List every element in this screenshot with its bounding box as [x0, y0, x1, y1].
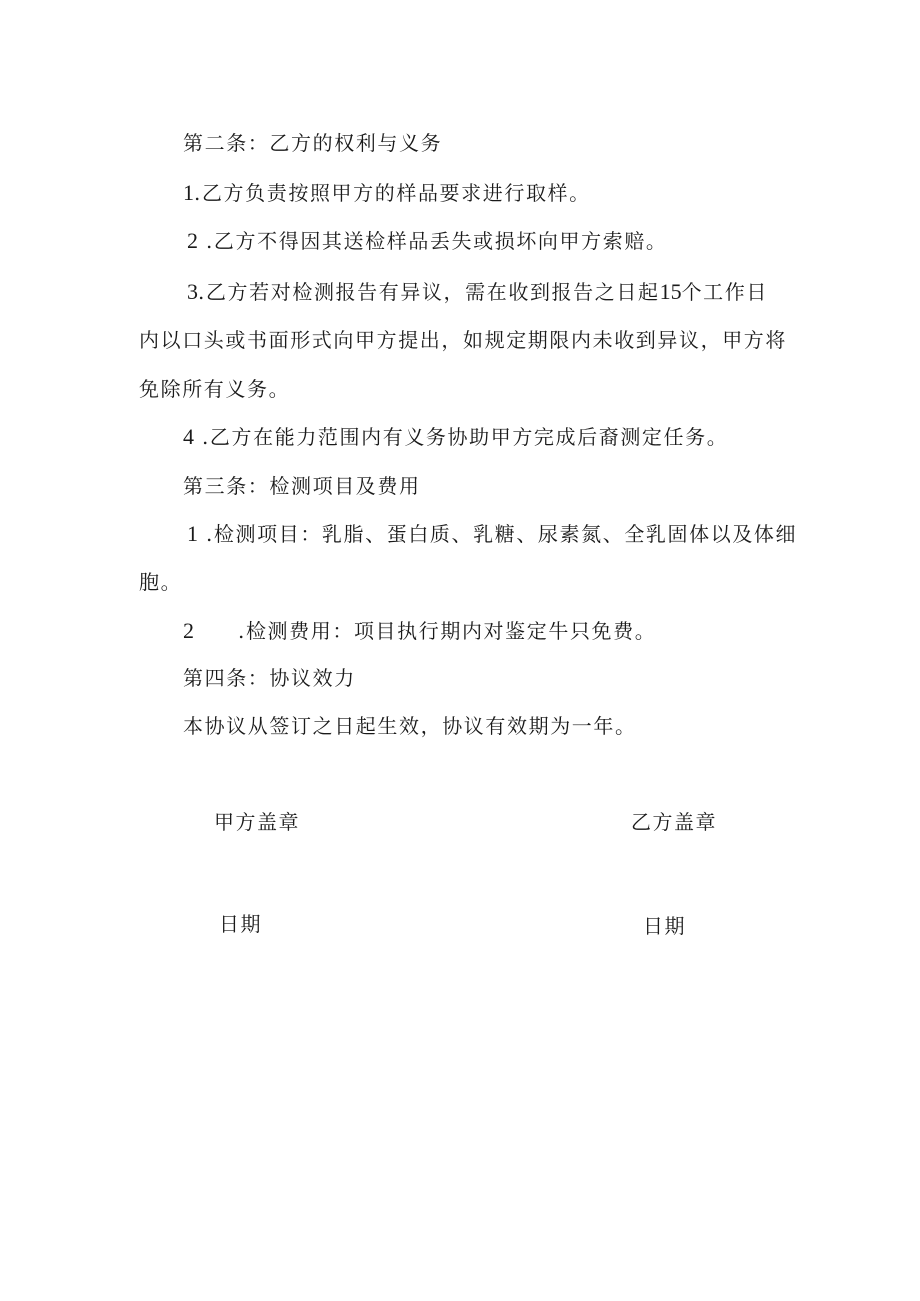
article3-item1-line2: 胞。 [139, 570, 183, 594]
item-text: 个工作日 [681, 280, 768, 304]
item-text: .乙方不得因其送检样品丢失或损坏向甲方索赔。 [205, 229, 668, 253]
article2-item3-line2: 内以口头或书面形式向甲方提出，如规定期限内未收到异议，甲方将 [139, 328, 787, 352]
article2-item3-line3: 免除所有义务。 [139, 377, 291, 401]
item-number: 2 [187, 228, 198, 253]
article2-item4 [183, 425, 728, 449]
article3-item2 [183, 619, 656, 643]
party-b-seal-label: 乙方盖章 [631, 810, 717, 834]
item-text: .乙方若对检测报告有异议，需在收到报告之日起 [198, 280, 660, 304]
article3-heading: 第三条：检测项目及费用 [183, 474, 421, 498]
article2-item1 [183, 181, 591, 205]
item-text: .乙方负责按照甲方的样品要求进行取样。 [194, 181, 591, 205]
article2-item2 [187, 229, 668, 253]
article2-item3-line1 [187, 280, 768, 304]
item-number: 4 [183, 424, 194, 449]
item-text: .乙方在能力范围内有义务协助甲方完成后裔测定任务。 [201, 425, 729, 449]
item-text: .检测费用：项目执行期内对鉴定牛只免费。 [238, 619, 657, 643]
item-number: 1 [183, 180, 194, 205]
item-number: 3 [187, 279, 198, 304]
article4-heading: 第四条：协议效力 [183, 666, 356, 690]
party-b-date-label: 日期 [643, 914, 686, 938]
item-number: 2 [183, 618, 194, 643]
item-text: .检测项目：乳脂、蛋白质、乳糖、尿素氮、全乳固体以及体细 [205, 522, 798, 546]
party-a-date-label: 日期 [219, 912, 262, 936]
article4-text: 本协议从签订之日起生效，协议有效期为一年。 [183, 714, 637, 738]
article2-heading: 第二条：乙方的权利与义务 [183, 131, 443, 155]
party-a-seal-label: 甲方盖章 [214, 810, 300, 834]
days-number: 15 [659, 279, 682, 304]
item-number: 1 [187, 521, 198, 546]
article3-item1-line1 [187, 522, 797, 546]
